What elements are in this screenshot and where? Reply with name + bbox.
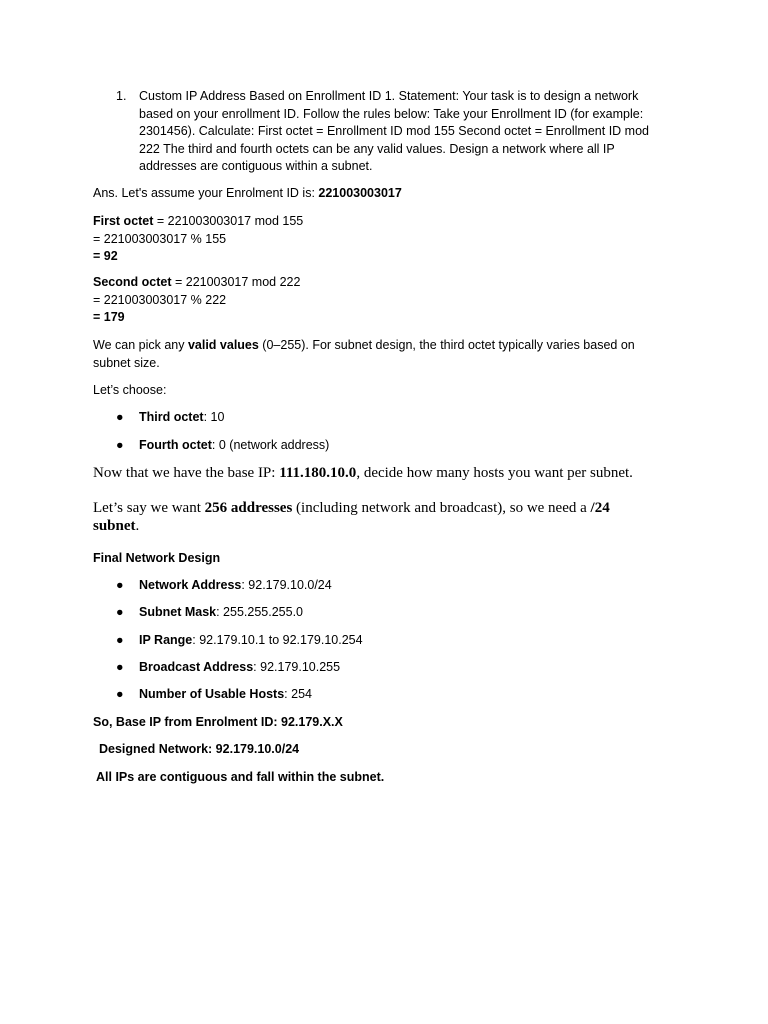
subnet-mask-label: Subnet Mask (139, 605, 217, 619)
second-octet-block (93, 274, 673, 327)
second-octet-formula: = 221003017 mod 222 (171, 275, 301, 289)
first-octet-result: 92 (103, 249, 118, 263)
first-octet-block (93, 213, 673, 266)
third-octet-label: Third octet (139, 410, 204, 424)
summary-contiguous (96, 769, 676, 787)
bullet-dot: ● (116, 605, 124, 619)
answer-line (93, 185, 673, 203)
bullet-dot: ● (116, 687, 124, 701)
summary-designed-network-text: Designed Network: 92.179.10.0/24 (99, 742, 300, 756)
summary-contiguous-text: All IPs are contiguous and fall within the subnet. (96, 770, 385, 784)
bullet-dot: ● (116, 578, 124, 592)
ip-range-value: : 92.179.10.1 to 92.179.10.254 (192, 633, 363, 647)
first-octet-label: First octet (93, 214, 154, 228)
third-octet-value: : 10 (203, 410, 225, 424)
addresses-pre: Let’s say we want (93, 500, 205, 516)
base-ip-pre: Now that we have the base IP: (93, 465, 280, 481)
second-octet-step: = 221003003017 % 222 (93, 292, 227, 307)
enrollment-id: 221003003017 (318, 186, 402, 200)
first-octet-eq: = (93, 249, 104, 263)
bullet-dot: ● (116, 410, 124, 424)
final-design-heading-text: Final Network Design (93, 551, 221, 565)
broadcast-address-label: Broadcast Address (139, 660, 254, 674)
fourth-octet-value: : 0 (network address) (211, 438, 330, 452)
base-ip-value: 111.180.10.0 (279, 465, 357, 481)
summary-designed-network (99, 741, 679, 759)
first-octet-formula: = 221003003017 mod 155 (153, 214, 304, 228)
network-address-label: Network Address (139, 578, 242, 592)
bullet-dot: ● (116, 660, 124, 674)
valid-values-paragraph (93, 337, 658, 372)
usable-hosts-label: Number of Usable Hosts (139, 687, 285, 701)
summary-base-ip (93, 714, 673, 732)
summary-base-ip-text: So, Base IP from Enrolment ID: 92.179.X.X (93, 715, 343, 729)
valid-values-post: (0–255). For subnet design, the third octet typically varies based on subnet size. (93, 338, 635, 370)
broadcast-address-value: : 92.179.10.255 (253, 660, 341, 674)
addresses-paragraph (93, 499, 638, 535)
subnet-mask-value: : 255.255.255.0 (216, 605, 303, 619)
question-number: 1. (116, 89, 127, 103)
bullet-dot: ● (116, 633, 124, 647)
fourth-octet-label: Fourth octet (139, 438, 212, 452)
second-octet-result: = 179 (93, 310, 125, 324)
base-ip-paragraph (93, 464, 673, 482)
addresses-mid: (including network and broadcast), so we need a (292, 500, 591, 516)
answer-prefix: Ans. Let's assume your Enrolment ID is: (93, 186, 319, 200)
base-ip-post: , decide how many hosts you want per subnet. (356, 465, 633, 481)
addresses-count: 256 addresses (204, 500, 293, 516)
valid-values-pre: We can pick any (93, 338, 188, 352)
addresses-post: . (135, 518, 140, 534)
bullet-dot: ● (116, 438, 124, 452)
final-design-heading (93, 550, 673, 568)
choose-label: Let’s choose: (93, 383, 167, 397)
first-octet-step: = 221003003017 % 155 (93, 231, 227, 246)
second-octet-label: Second octet (93, 275, 172, 289)
question-text: Custom IP Address Based on Enrollment ID 1. Statement: Your task is to design a network based on your enrollment ID. Follow the rules below: Take your Enrollment ID (for example: 2301456). Calculate: First octet = Enrollment ID mod 155 Second octet = Enrollment ID mod 222 The third and fourth octets can be any valid values. Design a network where all IP addresses are contiguous within a subnet. (139, 89, 649, 173)
valid-values-bold: valid values (187, 338, 259, 352)
usable-hosts-value: : 254 (284, 687, 312, 701)
ip-range-label: IP Range (139, 633, 193, 647)
network-address-value: : 92.179.10.0/24 (241, 578, 332, 592)
addresses-subnet: /24 subnet (93, 500, 610, 534)
